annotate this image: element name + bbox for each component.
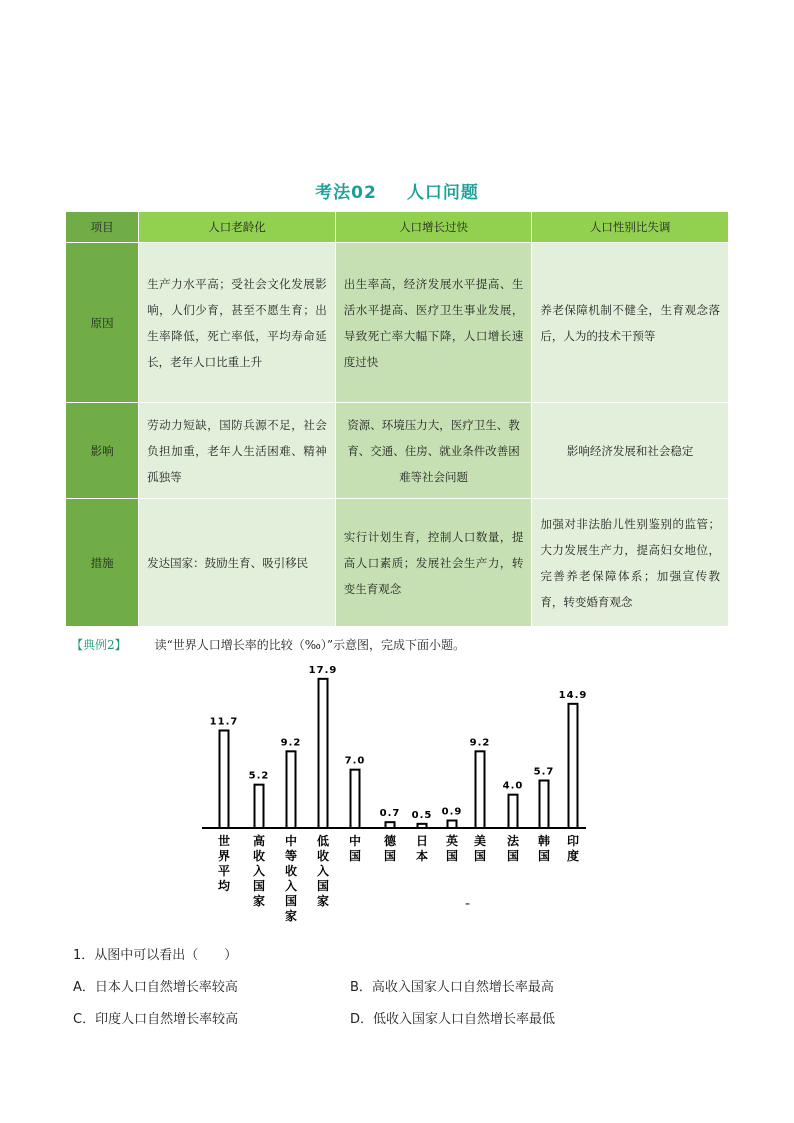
table-cell: 资源、环境压力大，医疗卫生、教育、交通、住房、就业条件改善困难等社会问题 [335,403,532,499]
header-fast-growth: 人口增长过快 [335,212,532,243]
bar-value-label: 14.9 [558,689,588,701]
bar-11 [569,704,578,828]
category-label: 中国 [348,834,362,863]
header-aging: 人口老龄化 [139,212,336,243]
bar-1 [255,785,264,828]
option-a[interactable]: A．日本人口自然增长率较高 [73,980,238,995]
bar-0 [220,731,229,829]
example-intro [71,636,465,653]
category-label: 德国 [383,834,397,863]
row-label-cause: 原因 [66,243,139,403]
bar-value-label: 7.0 [344,755,366,767]
section-title [0,178,794,203]
table-cell: 出生率高，经济发展水平提高、生活水平提高、医疗卫生事业发展，导致死亡率大幅下降，人口增长速度过快 [335,243,532,403]
category-label: 法国 [506,834,520,863]
category-label: 日本 [415,834,429,863]
category-label: 美国 [473,834,487,863]
bar-10 [540,781,549,829]
table-cell: 实行计划生育，控制人口数量，提高人口素质；发展社会生产力，转变生育观念 [335,499,532,627]
bar-2 [287,751,296,828]
bar-4 [351,770,360,828]
stray-mark: - [465,896,471,912]
question-stem: 1．从图中可以看出（ ） [73,948,238,963]
category-label: 中等收入国家 [284,834,298,923]
bar-value-label: 9.2 [280,737,302,749]
table-row [66,243,729,403]
row-label-impact: 影响 [66,403,139,499]
population-issues-table [65,211,729,627]
bar-value-label: 11.7 [209,716,239,728]
category-label: 印度 [566,834,580,863]
bar-5 [386,822,395,828]
population-growth-chart [190,665,600,935]
header-item: 项目 [66,212,139,243]
bar-value-label: 0.9 [441,806,463,818]
bar-9 [509,795,518,828]
table-cell: 养老保障机制不健全，生育观念落后，人为的技术干预等 [532,243,729,403]
bar-value-label: 9.2 [469,737,491,749]
table-header-row [66,212,729,243]
category-label: 世界平均 [217,834,231,893]
table-cell: 加强对非法胎儿性别鉴别的监管；大力发展生产力，提高妇女地位，完善养老保障体系；加强宣传教育，转变婚育观念 [532,499,729,627]
bar-value-label: 17.9 [308,665,338,676]
category-label: 高收入国家 [252,834,266,908]
table-cell: 影响经济发展和社会稳定 [532,403,729,499]
section-title-text: 人口问题 [406,183,479,203]
bar-8 [476,751,485,828]
table-cell: 劳动力短缺，国防兵源不足，社会负担加重，老年人生活困难、精神孤独等 [139,403,336,499]
bar-6 [418,824,427,828]
bar-value-label: 5.7 [533,766,555,778]
bar-value-label: 0.7 [379,808,401,820]
bar-value-label: 0.5 [411,809,433,821]
bar-value-label: 5.2 [248,770,270,782]
bar-value-label: 4.0 [502,780,524,792]
option-d[interactable]: D．低收入国家人口自然增长率最低 [350,1012,556,1027]
row-label-measures: 措施 [66,499,139,627]
example-tag: 【典例2】 [71,638,127,652]
example-text: 读“世界人口增长率的比较（‰）”示意图，完成下面小题。 [154,638,466,652]
bar-7 [448,821,457,829]
header-sex-ratio: 人口性别比失调 [532,212,729,243]
table-cell: 发达国家：鼓励生育、吸引移民 [139,499,336,627]
table-row [66,403,729,499]
category-label: 韩国 [537,834,551,863]
option-b[interactable]: B．高收入国家人口自然增长率最高 [350,980,554,995]
table-row [66,499,729,627]
section-title-code: 考法02 [315,183,377,203]
table-cell: 生产力水平高；受社会文化发展影响，人们少育，甚至不愿生育；出生率降低，死亡率低，平均寿命延长，老年人口比重上升 [139,243,336,403]
category-label: 低收入国家 [316,834,330,908]
bar-3 [319,679,328,828]
category-label: 英国 [445,834,459,863]
option-c[interactable]: C．印度人口自然增长率较高 [73,1012,239,1027]
